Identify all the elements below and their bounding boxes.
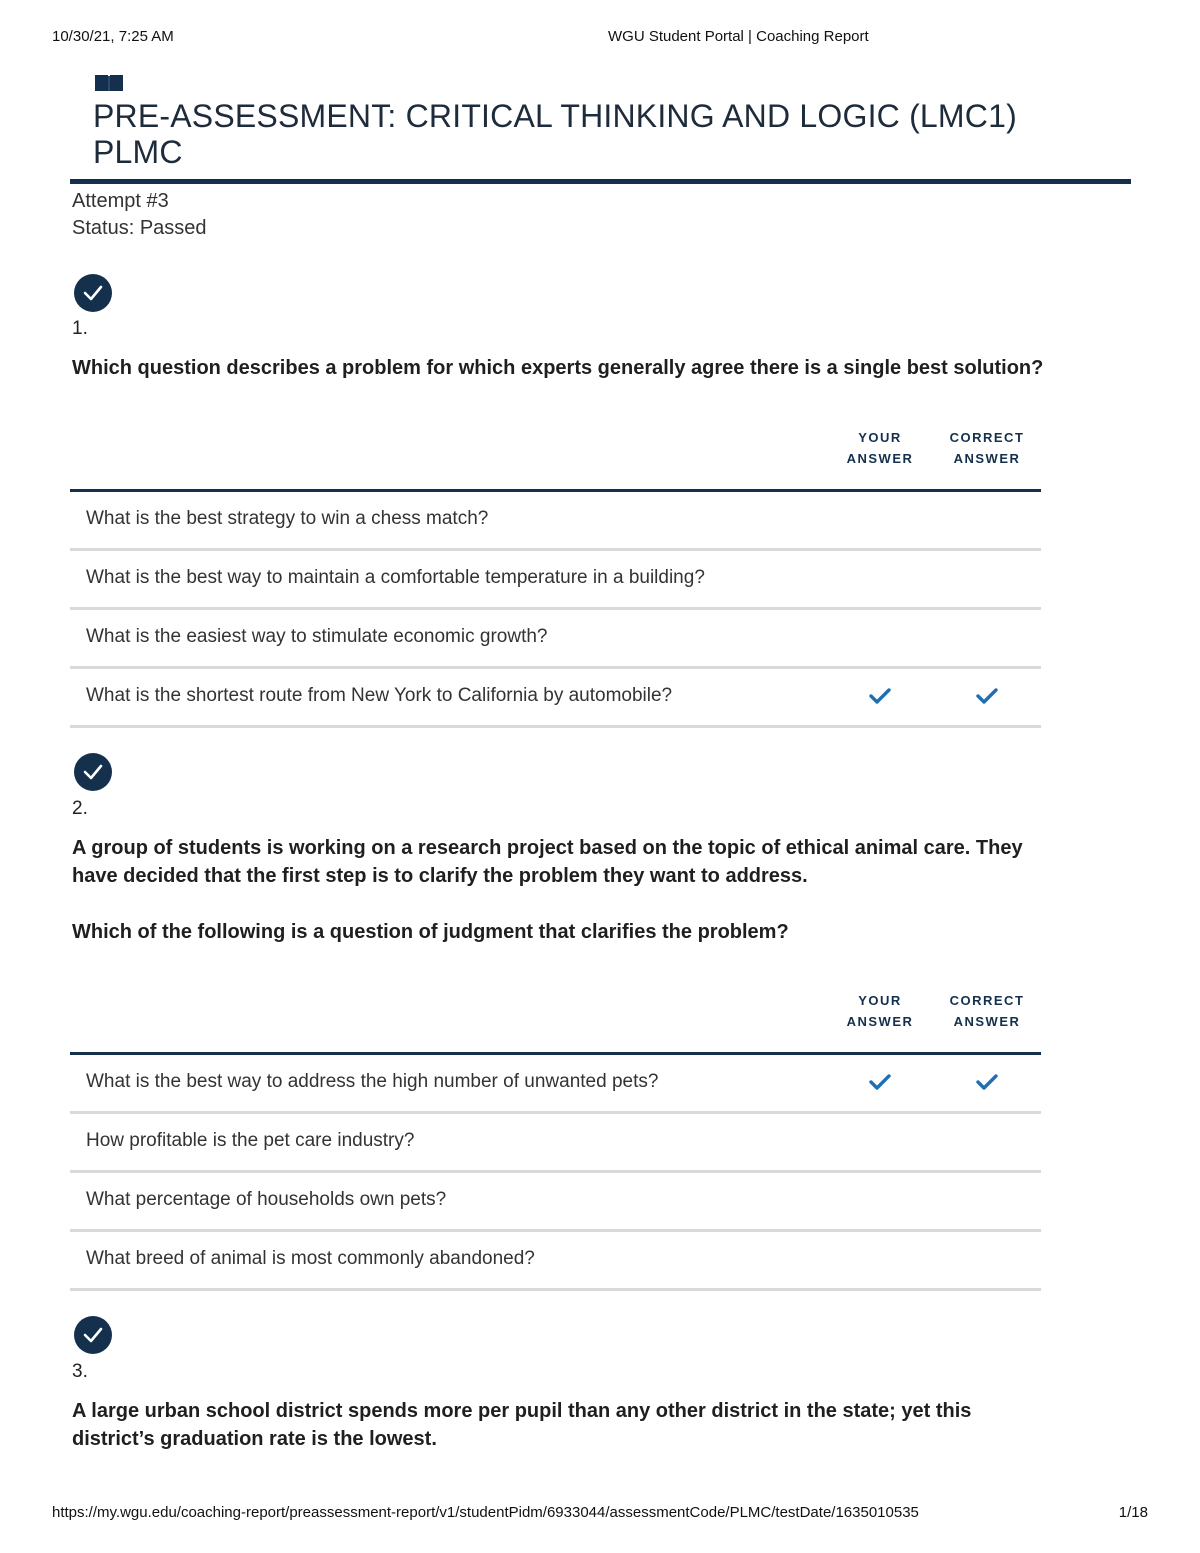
correct-answer-check-icon [976,687,998,705]
header-word: ANSWER [846,451,914,466]
page-title-line1: PRE-ASSESSMENT: CRITICAL THINKING AND LOGIC (LMC1) [93,98,1017,134]
your-answer-header [830,427,930,469]
question-number: 3. [72,1361,88,1382]
question-text: A group of students is working on a research project based on the topic of ethical animal care. They have decided that the first step is to clarify the problem they want to address. [72,837,1023,887]
page-title [93,98,1123,170]
correct-answer-header [937,427,1037,469]
answer-text: What is the best strategy to win a chess match? [86,508,489,529]
answer-row [70,669,1041,728]
question-number: 2. [72,798,88,819]
question-text: A large urban school district spends more per pupil than any other district in the state; yet this district’s graduation rate is the lowest. [72,1400,972,1450]
answer-text: What is the shortest route from New York to California by automobile? [86,685,673,706]
header-word: ANSWER [953,1014,1021,1029]
header-word: YOUR [858,993,902,1008]
print-footer [52,1504,1148,1524]
attempt-number: Attempt #3 [72,190,169,212]
page-number: 1/18 [1118,1504,1148,1521]
your-answer-check-icon [869,1073,891,1091]
page-title-line2: PLMC [93,134,183,170]
question-number: 1. [72,318,88,339]
check-circle-icon [74,274,112,312]
answer-text: What is the best way to maintain a comfortable temperature in a building? [86,567,705,588]
answer-row [70,551,1041,610]
attempt-info [72,188,207,242]
question-text: Which question describes a problem for which experts generally agree there is a single best solution? [72,357,1044,379]
answer-text: How profitable is the pet care industry? [86,1130,415,1151]
answer-text: What is the best way to address the high number of unwanted pets? [86,1071,659,1092]
print-header [52,28,1148,48]
answer-text: What percentage of households own pets? [86,1189,447,1210]
header-word: YOUR [858,430,902,445]
title-divider [70,179,1131,184]
attempt-status: Status: Passed [72,217,207,239]
header-word: CORRECT [949,430,1025,445]
answer-text: What breed of animal is most commonly abandoned? [86,1248,535,1269]
header-word: ANSWER [846,1014,914,1029]
answer-row [70,610,1041,669]
print-date: 10/30/21, 7:25 AM [52,28,174,45]
answer-row [70,1055,1041,1114]
correct-answer-check-icon [976,1073,998,1091]
book-icon [94,73,124,93]
header-word: CORRECT [949,993,1025,1008]
your-answer-header [830,990,930,1032]
check-circle-icon [74,753,112,791]
answer-row [70,1114,1041,1173]
your-answer-check-icon [869,687,891,705]
correct-answer-header [937,990,1037,1032]
question-prompt: Which of the following is a question of judgment that clarifies the problem? [72,921,789,943]
header-word: ANSWER [953,451,1021,466]
answer-row [70,1232,1041,1291]
answer-text: What is the easiest way to stimulate economic growth? [86,626,548,647]
check-circle-icon [74,1316,112,1354]
answer-row [70,1173,1041,1232]
print-page-title: WGU Student Portal | Coaching Report [608,28,869,45]
page-url: https://my.wgu.edu/coaching-report/preassessment-report/v1/studentPidm/6933044/assessmentCode/PLMC/testDate/1635010535 [52,1504,919,1521]
answer-row [70,492,1041,551]
